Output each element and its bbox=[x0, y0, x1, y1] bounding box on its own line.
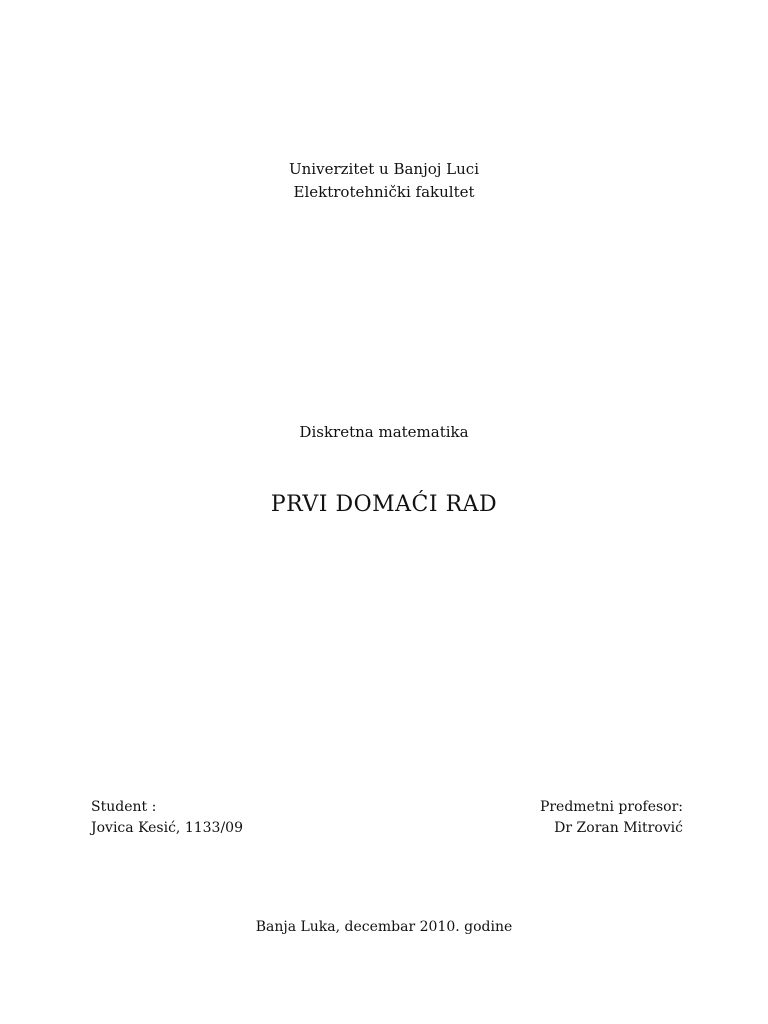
student-name: Jovica Kesić, 1133/09 bbox=[91, 820, 243, 836]
document-title: PRVI DOMAĆI RAD bbox=[270, 492, 498, 517]
professor-label: Predmetni profesor: bbox=[539, 799, 683, 815]
student-info bbox=[91, 797, 243, 839]
place-date: Banja Luka, decembar 2010. godine bbox=[255, 919, 513, 935]
professor-name: Dr Zoran Mitrović bbox=[554, 820, 683, 836]
course-subject: Diskretna matematika bbox=[299, 423, 469, 441]
institution-header bbox=[0, 158, 768, 204]
student-label: Student : bbox=[91, 799, 157, 815]
faculty-name: Elektrotehnički fakultet bbox=[293, 183, 475, 201]
professor-info bbox=[540, 797, 683, 839]
university-name: Univerzitet u Banjoj Luci bbox=[289, 160, 479, 178]
